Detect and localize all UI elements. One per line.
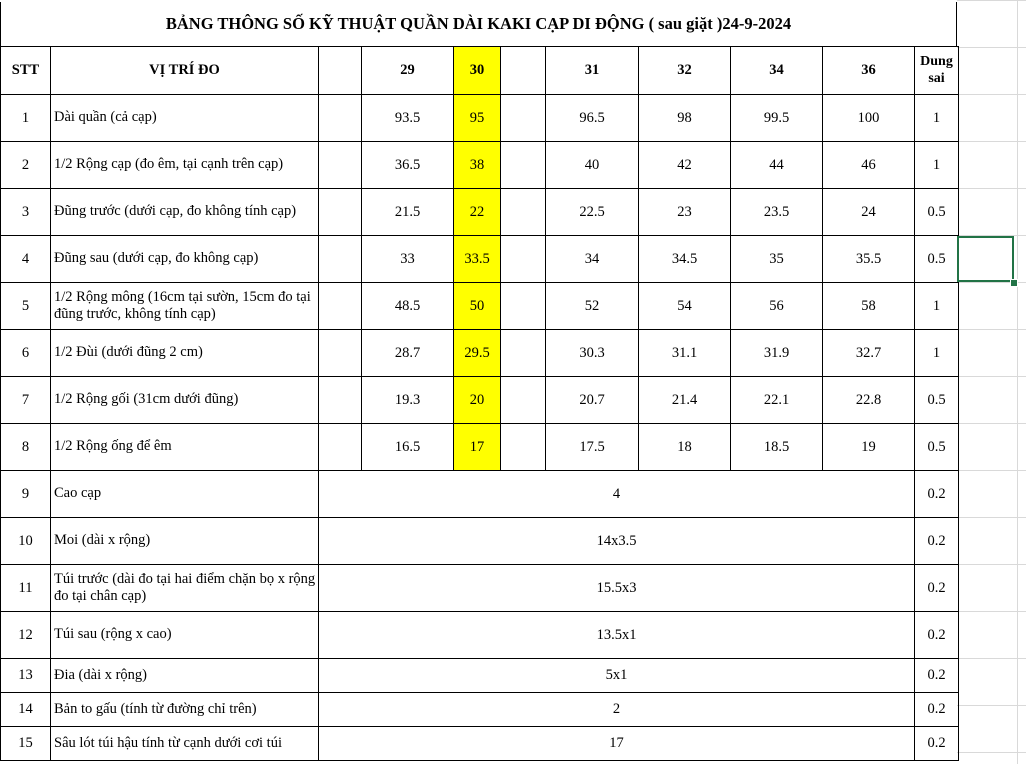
table-row	[1, 142, 959, 189]
empty-cell[interactable]	[501, 47, 546, 95]
empty-cell[interactable]	[319, 330, 362, 377]
value-cell-31[interactable]: 20.7	[546, 377, 639, 424]
value-cell-31[interactable]: 52	[546, 283, 639, 330]
empty-cell[interactable]	[501, 189, 546, 236]
merged-value-cell[interactable]: 5x1	[319, 659, 915, 693]
merged-value-cell[interactable]: 13.5x1	[319, 612, 915, 659]
value-cell-32[interactable]: 54	[639, 283, 731, 330]
value-cell-36[interactable]: 22.8	[823, 377, 915, 424]
value-cell-29[interactable]: 48.5	[362, 283, 454, 330]
tolerance-cell[interactable]: 0.2	[915, 693, 959, 727]
empty-cells-grid[interactable]	[957, 0, 1026, 764]
value-cell-34[interactable]: 44	[731, 142, 823, 189]
value-cell-30[interactable]: 29.5	[454, 330, 501, 377]
value-cell-34[interactable]: 23.5	[731, 189, 823, 236]
tolerance-cell[interactable]: 0.5	[915, 236, 959, 283]
value-cell-32[interactable]: 98	[639, 95, 731, 142]
header-size-31[interactable]: 31	[546, 47, 639, 95]
stt-cell[interactable]: 12	[1, 612, 51, 659]
tolerance-cell[interactable]: 0.2	[915, 612, 959, 659]
stt-cell[interactable]: 4	[1, 236, 51, 283]
tolerance-cell[interactable]: 1	[915, 142, 959, 189]
header-size-29[interactable]: 29	[362, 47, 454, 95]
value-cell-34[interactable]: 22.1	[731, 377, 823, 424]
empty-cell[interactable]	[319, 377, 362, 424]
empty-cell[interactable]	[501, 424, 546, 471]
value-cell-32[interactable]: 21.4	[639, 377, 731, 424]
header-stt[interactable]: STT	[1, 47, 51, 95]
value-cell-36[interactable]: 19	[823, 424, 915, 471]
stt-cell[interactable]: 7	[1, 377, 51, 424]
empty-cell[interactable]	[501, 142, 546, 189]
header-position[interactable]: VỊ TRÍ ĐO	[51, 47, 319, 95]
value-cell-31[interactable]: 22.5	[546, 189, 639, 236]
value-cell-29[interactable]: 19.3	[362, 377, 454, 424]
stt-cell[interactable]: 8	[1, 424, 51, 471]
header-size-34[interactable]: 34	[731, 47, 823, 95]
value-cell-36[interactable]: 35.5	[823, 236, 915, 283]
position-cell[interactable]: Moi (dài x rộng)	[51, 518, 319, 565]
merged-value-cell[interactable]: 2	[319, 693, 915, 727]
selected-cell[interactable]	[957, 236, 1014, 282]
empty-cell[interactable]	[319, 283, 362, 330]
table-row	[1, 659, 959, 693]
value-cell-36[interactable]: 32.7	[823, 330, 915, 377]
value-cell-34[interactable]: 99.5	[731, 95, 823, 142]
value-cell-31[interactable]: 30.3	[546, 330, 639, 377]
value-cell-32[interactable]: 31.1	[639, 330, 731, 377]
position-cell[interactable]: Túi trước (dài đo tại hai điểm chặn bọ x rộng đo tại chân cạp)	[51, 565, 319, 612]
table-row	[1, 693, 959, 727]
tolerance-cell[interactable]: 0.2	[915, 471, 959, 518]
tolerance-cell[interactable]: 0.5	[915, 424, 959, 471]
value-cell-31[interactable]: 34	[546, 236, 639, 283]
value-cell-32[interactable]: 42	[639, 142, 731, 189]
table-row	[1, 377, 959, 424]
value-cell-29[interactable]: 16.5	[362, 424, 454, 471]
position-cell[interactable]: 1/2 Rộng mông (16cm tại sườn, 15cm đo tại đũng trước, không tính cạp)	[51, 283, 319, 330]
tolerance-cell[interactable]: 1	[915, 330, 959, 377]
empty-cell[interactable]	[501, 377, 546, 424]
empty-cell[interactable]	[501, 95, 546, 142]
value-cell-30[interactable]: 95	[454, 95, 501, 142]
stt-cell[interactable]: 14	[1, 693, 51, 727]
empty-cell[interactable]	[501, 236, 546, 283]
stt-cell[interactable]: 15	[1, 727, 51, 761]
empty-cell[interactable]	[319, 189, 362, 236]
empty-cell[interactable]	[501, 283, 546, 330]
value-cell-30[interactable]: 38	[454, 142, 501, 189]
value-cell-31[interactable]: 96.5	[546, 95, 639, 142]
empty-cell[interactable]	[319, 236, 362, 283]
merged-value-cell[interactable]: 4	[319, 471, 915, 518]
value-cell-30[interactable]: 17	[454, 424, 501, 471]
stt-cell[interactable]: 11	[1, 565, 51, 612]
table-row	[1, 471, 959, 518]
value-cell-30[interactable]: 33.5	[454, 236, 501, 283]
position-cell[interactable]: Túi sau (rộng x cao)	[51, 612, 319, 659]
table-row	[1, 727, 959, 761]
tolerance-cell[interactable]: 0.2	[915, 565, 959, 612]
empty-cell[interactable]	[501, 330, 546, 377]
table-row	[1, 565, 959, 612]
position-cell[interactable]: Đũng sau (dưới cạp, đo không cạp)	[51, 236, 319, 283]
spec-table	[0, 46, 959, 761]
position-cell[interactable]: 1/2 Rộng ống để êm	[51, 424, 319, 471]
merged-value-cell[interactable]: 14x3.5	[319, 518, 915, 565]
table-row	[1, 330, 959, 377]
value-cell-29[interactable]: 93.5	[362, 95, 454, 142]
stt-cell[interactable]: 2	[1, 142, 51, 189]
header-size-36[interactable]: 36	[823, 47, 915, 95]
tolerance-cell[interactable]: 0.2	[915, 727, 959, 761]
stt-cell[interactable]: 3	[1, 189, 51, 236]
empty-cell[interactable]	[319, 424, 362, 471]
value-cell-30[interactable]: 22	[454, 189, 501, 236]
table-row	[1, 518, 959, 565]
value-cell-36[interactable]: 100	[823, 95, 915, 142]
tolerance-cell[interactable]: 1	[915, 283, 959, 330]
value-cell-31[interactable]: 40	[546, 142, 639, 189]
stt-cell[interactable]: 1	[1, 95, 51, 142]
empty-cell[interactable]	[319, 142, 362, 189]
value-cell-36[interactable]: 58	[823, 283, 915, 330]
stt-cell[interactable]: 5	[1, 283, 51, 330]
table-row	[1, 95, 959, 142]
value-cell-30[interactable]: 50	[454, 283, 501, 330]
tolerance-cell[interactable]: 0.5	[915, 377, 959, 424]
tolerance-cell[interactable]: 0.2	[915, 518, 959, 565]
position-cell[interactable]: 1/2 Đùi (dưới đũng 2 cm)	[51, 330, 319, 377]
empty-cell[interactable]	[319, 47, 362, 95]
value-cell-36[interactable]: 24	[823, 189, 915, 236]
value-cell-32[interactable]: 23	[639, 189, 731, 236]
value-cell-29[interactable]: 36.5	[362, 142, 454, 189]
value-cell-29[interactable]: 28.7	[362, 330, 454, 377]
value-cell-34[interactable]: 35	[731, 236, 823, 283]
tolerance-cell[interactable]: 1	[915, 95, 959, 142]
value-cell-34[interactable]: 31.9	[731, 330, 823, 377]
value-cell-31[interactable]: 17.5	[546, 424, 639, 471]
position-cell[interactable]: Đũng trước (dưới cạp, đo không tính cạp)	[51, 189, 319, 236]
table-row	[1, 612, 959, 659]
stt-cell[interactable]: 13	[1, 659, 51, 693]
header-tolerance[interactable]: Dung sai	[915, 47, 959, 95]
sheet-title[interactable]: BẢNG THÔNG SỐ KỸ THUẬT QUẦN DÀI KAKI CẠP DI ĐỘNG ( sau giặt )24-9-2024	[0, 2, 957, 46]
position-cell[interactable]: Đia (dài x rộng)	[51, 659, 319, 693]
value-cell-34[interactable]: 56	[731, 283, 823, 330]
position-cell[interactable]: Bản to gấu (tính từ đường chỉ trên)	[51, 693, 319, 727]
value-cell-30[interactable]: 20	[454, 377, 501, 424]
merged-value-cell[interactable]: 17	[319, 727, 915, 761]
header-size-32[interactable]: 32	[639, 47, 731, 95]
fill-handle[interactable]	[1010, 279, 1018, 287]
stt-cell[interactable]: 9	[1, 471, 51, 518]
value-cell-32[interactable]: 34.5	[639, 236, 731, 283]
value-cell-32[interactable]: 18	[639, 424, 731, 471]
value-cell-29[interactable]: 21.5	[362, 189, 454, 236]
value-cell-34[interactable]: 18.5	[731, 424, 823, 471]
table-row	[1, 283, 959, 330]
position-cell[interactable]: 1/2 Rộng cạp (đo êm, tại cạnh trên cạp)	[51, 142, 319, 189]
merged-value-cell[interactable]: 15.5x3	[319, 565, 915, 612]
stt-cell[interactable]: 6	[1, 330, 51, 377]
value-cell-29[interactable]: 33	[362, 236, 454, 283]
value-cell-36[interactable]: 46	[823, 142, 915, 189]
table-row	[1, 189, 959, 236]
position-cell[interactable]: 1/2 Rộng gối (31cm dưới đũng)	[51, 377, 319, 424]
tolerance-cell[interactable]: 0.2	[915, 659, 959, 693]
empty-cell[interactable]	[319, 95, 362, 142]
tolerance-cell[interactable]: 0.5	[915, 189, 959, 236]
stt-cell[interactable]: 10	[1, 518, 51, 565]
header-size-30[interactable]: 30	[454, 47, 501, 95]
position-cell[interactable]: Dài quần (cả cạp)	[51, 95, 319, 142]
header-row	[1, 47, 959, 95]
position-cell[interactable]: Sâu lót túi hậu tính từ cạnh dưới cơi túi	[51, 727, 319, 761]
table-row	[1, 424, 959, 471]
table-row	[1, 236, 959, 283]
position-cell[interactable]: Cao cạp	[51, 471, 319, 518]
column-gridline	[1017, 0, 1018, 764]
